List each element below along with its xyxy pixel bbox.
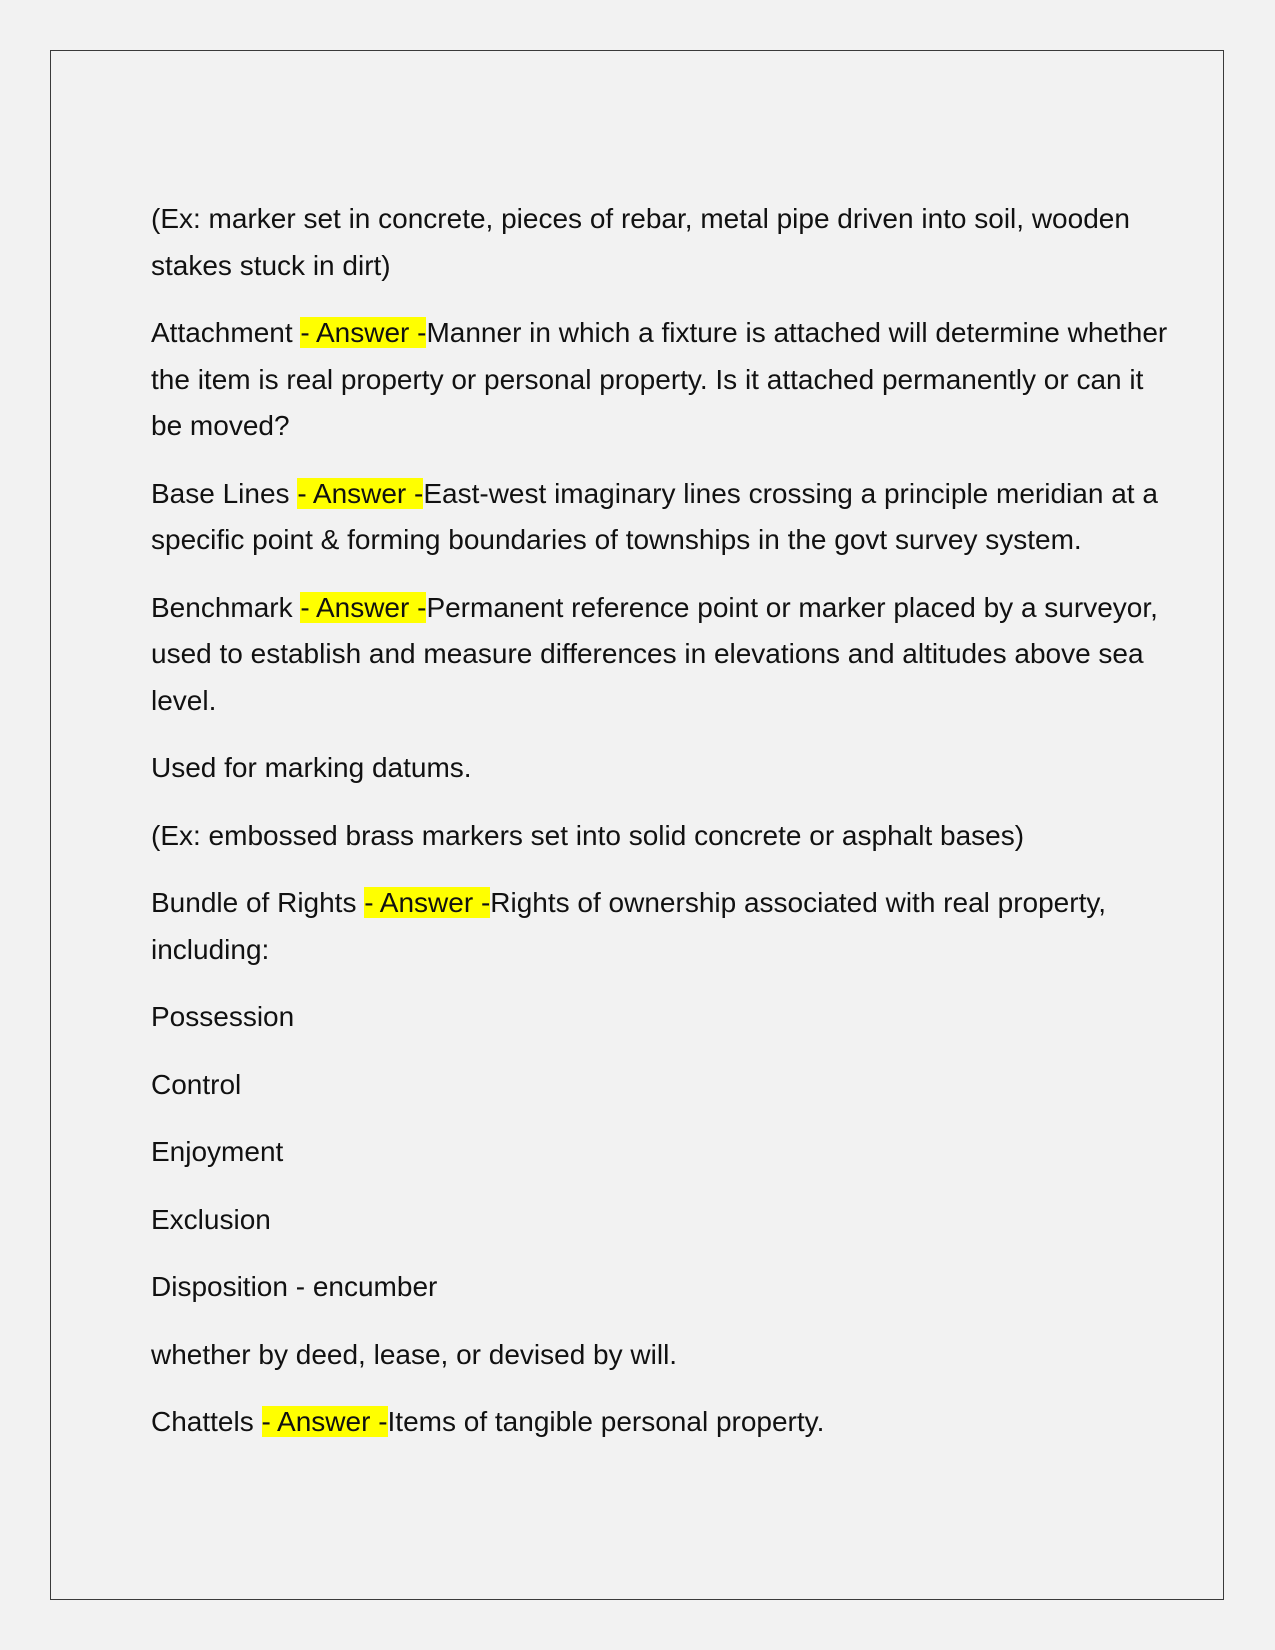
paragraph-datums [151, 745, 1171, 792]
entry-term: Benchmark [151, 591, 293, 623]
entry-attachment [151, 310, 1171, 450]
paragraph-text: (Ex: embossed brass markers set into solid concrete or asphalt bases) [151, 819, 1025, 851]
paragraph-text: Control [151, 1068, 242, 1100]
document-page [50, 50, 1224, 1600]
answer-separator: - Answer - [261, 1406, 388, 1437]
answer-separator: - Answer - [300, 591, 427, 623]
entry-term: Attachment [151, 317, 293, 348]
entry-base-lines [151, 471, 1171, 564]
entry-definition: Items of tangible personal property. [387, 1406, 825, 1437]
entry-term: Bundle of Rights [151, 887, 357, 918]
entry-definition: Manner in which a fixture is attached will determine whether the item is real property or personal property. Is it attached permanently or can it be moved? [151, 317, 1168, 441]
paragraph-example-markers [151, 196, 1171, 289]
entry-definition: East-west imaginary lines crossing a principle meridian at a specific point & forming boundaries of townships in the govt survey system. [151, 477, 1158, 555]
entry-benchmark [151, 585, 1171, 725]
document-content [151, 196, 1171, 1467]
list-item-possession [151, 994, 1171, 1041]
answer-separator: - Answer - [364, 887, 491, 918]
entry-bundle-of-rights [151, 880, 1171, 973]
answer-separator: - Answer - [297, 477, 424, 509]
entry-definition: Rights of ownership associated with real property, including: [151, 887, 1107, 965]
list-item-exclusion [151, 1197, 1171, 1244]
entry-definition: Permanent reference point or marker placed by a surveyor, used to establish and measure differences in elevations and altitudes above sea level. [151, 591, 1158, 716]
paragraph-text: Disposition - encumber [151, 1271, 438, 1302]
paragraph-text: whether by deed, lease, or devised by will. [151, 1338, 678, 1370]
paragraph-text: Exclusion [151, 1203, 271, 1235]
entry-term: Chattels [151, 1406, 254, 1437]
entry-chattels [151, 1399, 1171, 1446]
paragraph-text: Possession [151, 1001, 295, 1032]
paragraph-text: Used for marking datums. [151, 752, 472, 783]
entry-term: Base Lines [151, 477, 290, 509]
paragraph-example-brass [151, 813, 1171, 860]
paragraph-text: Enjoyment [151, 1136, 284, 1167]
paragraph-deed-lease [151, 1332, 1171, 1379]
list-item-enjoyment [151, 1129, 1171, 1176]
answer-separator: - Answer - [300, 317, 427, 348]
paragraph-text: (Ex: marker set in concrete, pieces of rebar, metal pipe driven into soil, wooden stakes stuck in dirt) [151, 203, 1130, 281]
list-item-control [151, 1062, 1171, 1109]
list-item-disposition [151, 1264, 1171, 1311]
